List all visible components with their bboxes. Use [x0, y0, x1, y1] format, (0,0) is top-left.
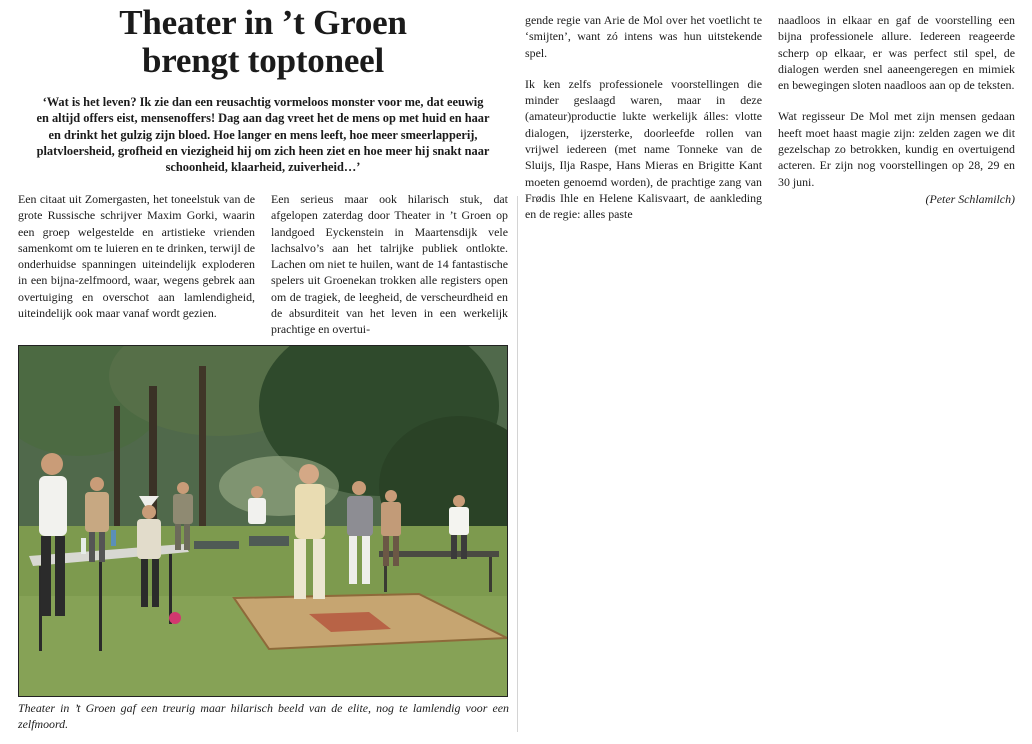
photo-bottle-1 [81, 538, 86, 554]
column-4-paragraph-2: Wat regisseur De Mol met zijn mensen gedaan heeft moet haast magie zijn: zelden zagen we dit gezelschap zo betrokken, kundig en overtuigend acteren. Er zijn nog voorstellingen op 28, 29 en 30 juni. [778, 109, 1015, 189]
photo-lounger-2 [249, 536, 289, 546]
photo-lounger-1 [194, 541, 239, 549]
column-3-paragraph-1: gende regie van Arie de Mol over het voetlicht te ‘smijten’, want zó intens was hun uitstekende spel. [525, 13, 762, 60]
byline: (Peter Schlamilch) [925, 191, 1015, 206]
headline-line-2: brengt toptoneel [141, 41, 385, 80]
photo-caption: Theater in ’t Groen gaf een treurig maar hilarisch beeld van de elite, nog te lamlendig voor een zelfmoord. [18, 701, 509, 731]
column-1 [18, 191, 255, 321]
photo-flower [169, 612, 181, 624]
column-1-paragraph: Een citaat uit Zomergasten, het toneelstuk van de grote Russische schrijver Maxim Gorki, waarin een groep welgestelde en artistieke vrienden samenkomt om te luieren en te drinken, terwijl de onderhuidse spanningen uiteindelijk exploderen in een bijna-zelfmoord, waar, wegens gebrek aan overtuiging en overschot aan lamlendigheid, uiteindelijk ook maar vanaf wordt gezien. [18, 192, 255, 321]
column-divider [517, 196, 518, 732]
column-2 [271, 191, 508, 338]
article-photo [18, 345, 508, 697]
column-3 [525, 12, 762, 223]
column-4-paragraph-1: naadloos in elkaar en gaf de voorstelling een bijna professionele allure. Iedereen reageerde scherp op elkaar, er was perfect stil spel, de dialogen werden snel aaneengeregen en mimiek en bewegingen sloten naadloos aan op de teksten. [778, 13, 1015, 93]
column-4 [778, 12, 1015, 207]
photo-bottle-2 [111, 530, 116, 546]
headline [18, 4, 508, 80]
photo-table-leg-2 [99, 561, 102, 651]
intro-quote: ‘Wat is het leven? Ik zie dan een reusachtig vormeloos monster voor me, dat eeuwig en altijd offers eist, mensenoffers! Dag aan dag vreet het de mens op met huid en haar en drinkt het gulzig zijn bloed. Hoe langer en mens leeft, hoe meer smeerlapperij, platvloersheid, grofheid en viezigheid hij om zich heen ziet en hoe meer hij snakt naar schoonheid, klaarheid, zuiverheid…’ [36, 95, 490, 175]
photo-scene [19, 346, 507, 696]
photo-bench-leg-2 [489, 557, 492, 592]
photo-trunk-2 [199, 366, 206, 536]
headline-line-1: Theater in ’t Groen [119, 3, 407, 42]
photo-trunk-3 [114, 406, 120, 536]
column-3-paragraph-2: Ik ken zelfs professionele voorstellingen die minder geslaagd waren, maar in deze (amateur)productie lukte werkelijk álles: vlotte dialogen, ijzersterke, doorleefde rollen van vrijwel iedereen (met name Tonneke van de Sluijs, Ilja Raspe, Hans Mieras en Brigitte Kant moeten genoemd worden), de prachtige zang van Frødis Ihle en Helene Kalisvaart, de aankleding en de regie: alles paste [525, 76, 762, 222]
column-2-paragraph: Een serieus maar ook hilarisch stuk, dat afgelopen zaterdag door Theater in ’t Groen op landgoed Eyckenstein in Maartensdijk vele lachsalvo’s aan het talrijke publiek ontlokte. Lachen om niet te huilen, want de 14 fantastische spelers uit Groenekan trokken alle registers open om de tragiek, de leegheid, de verscheurdheid en de absurditeit van het leven in een werkelijk prachtige en overtui- [271, 192, 508, 337]
